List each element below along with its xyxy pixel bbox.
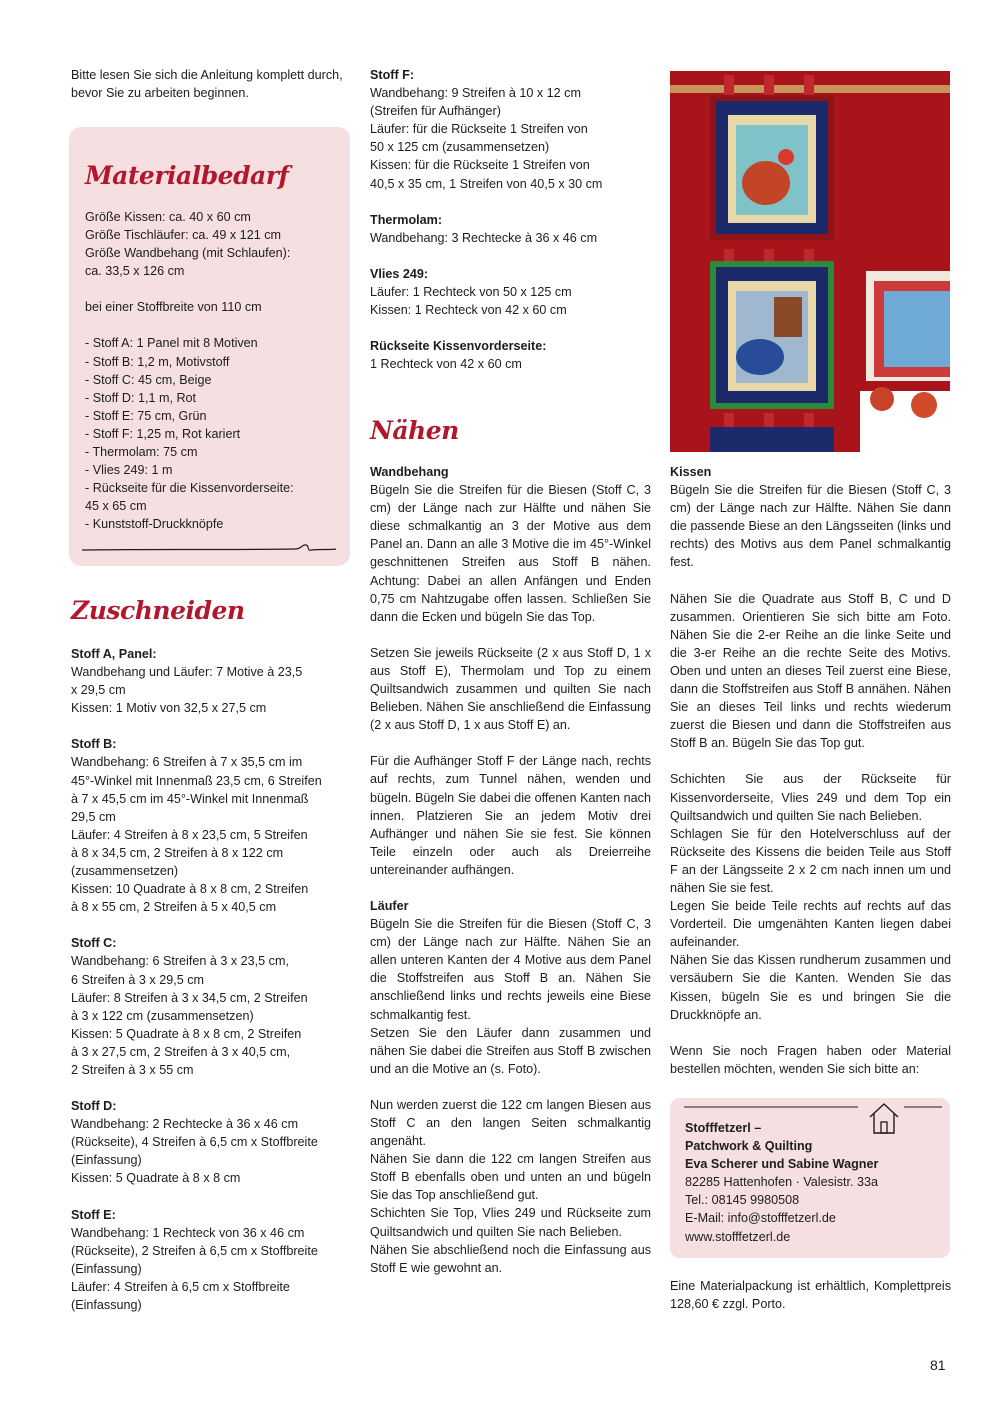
kissen-paragraph: Legen Sie beide Teile rechts auf rechts auf das Vorderteil. Die umgenähten Kanten liegen dabei aufeinander.	[670, 899, 951, 950]
contact-info	[685, 1119, 940, 1246]
section-text: Wandbehang: 3 Rechtecke à 36 x 46 cm	[370, 230, 598, 245]
package-note-text: Eine Materialpackung ist erhältlich, Komplettpreis 128,60 € zzgl. Porto.	[670, 1279, 951, 1312]
section-text: Wandbehang: 1 Rechteck von 36 x 46 cm (Rückseite), 2 Streifen à 6,5 cm x Stoffbreite (Einfassung) Läufer: 4 Streifen à 6,5 cm x Stoffbreite (Einfassung)	[71, 1225, 318, 1312]
intro-column	[71, 66, 352, 102]
contact-address: 82285 Hattenhofen · Valesistr. 33a	[685, 1175, 879, 1190]
section-heading: Stoff A, Panel:	[71, 647, 157, 661]
contact-phone: Tel.: 08145 9980508	[685, 1193, 800, 1208]
wandbehang-heading: Wandbehang	[370, 465, 449, 479]
decorative-line	[80, 542, 338, 556]
laeufer-paragraph: Bügeln Sie die Streifen für die Biesen (Stoff C, 3 cm) der Länge nach zur Hälfte. Nähen Sie an allen unteren Kanten der 4 Motive aus dem Panel die Stoffstreifen aus Stoff B an. Nähen Sie anschließend links und rechts jeweils eine Biese schmalkantig fest.	[370, 917, 651, 1022]
page-number: 81	[930, 1357, 946, 1373]
naehen-column	[370, 463, 651, 1277]
laeufer-paragraph: Nun werden zuerst die 122 cm langen Biesen aus Stoff C an den langen Seiten schmalkantig angenäht.	[370, 1097, 651, 1149]
contact-name: Patchwork & Quilting	[685, 1139, 813, 1154]
section-heading: Thermolam:	[370, 212, 443, 227]
section-heading: Rückseite Kissenvorderseite:	[370, 339, 547, 354]
material-width-note: bei einer Stoffbreite von 110 cm	[85, 300, 262, 315]
section-text: Wandbehang: 6 Streifen à 7 x 35,5 cm im 45°-Winkel mit Innenmaß 23,5 cm, 6 Streifen à 7 x 45,5 cm im 45°-Winkel mit Innenmaß 29,5 cm Läufer: 4 Streifen à 8 x 23,5 cm, 5 Streifen à 8 x 34,5 cm, 2 Streifen à 8 x 122 cm (zusammensetzen) Kissen: 10 Quadrate à 8 x 8 cm, 2 Streifen à 8 x 55 cm, 2 Streifen à 5 x 40,5 cm	[71, 755, 322, 915]
kissen-column	[670, 463, 951, 1078]
kissen-paragraph: Wenn Sie noch Fragen haben oder Material bestellen möchten, wenden Sie sich bitte an:	[670, 1043, 951, 1076]
zuschneiden-sections	[71, 645, 352, 1314]
laeufer-paragraph: Nähen Sie dann die 122 cm langen Streifen aus Stoff B ebenfalls oben und unten an und bügeln Sie das Top anschließend gut.	[370, 1152, 651, 1203]
section-text: Wandbehang und Läufer: 7 Motive à 23,5 x 29,5 cm Kissen: 1 Motiv von 32,5 x 27,5 cm	[71, 665, 303, 716]
kissen-paragraph: Schichten Sie aus der Rückseite für Kissenvorderseite, Vlies 249 und dem Top ein Quiltsandwich und quilten Sie nach Belieben.	[670, 772, 951, 823]
decorative-line	[682, 1104, 944, 1110]
section-text: 1 Rechteck von 42 x 60 cm	[370, 357, 522, 372]
laeufer-paragraph: Nähen Sie abschließend noch die Einfassung aus Stoff E wie gewohnt an.	[370, 1242, 651, 1275]
section-text: Wandbehang: 6 Streifen à 3 x 23,5 cm, 6 Streifen à 3 x 29,5 cm Läufer: 8 Streifen à 3 x 34,5 cm, 2 Streifen à 3 x 122 cm (zusammensetzen) Kissen: 5 Quadrate à 8 x 8 cm, 2 Streifen à 3 x 27,5 cm, 2 Streifen à 3 x 40,5 cm, 2 Streifen à 3 x 55 cm	[71, 954, 308, 1077]
section-heading: Stoff C:	[71, 936, 117, 951]
kissen-paragraph: Bügeln Sie die Streifen für die Biesen (Stoff C, 3 cm) der Länge nach zur Hälfte. Nähen Sie dann die passende Biese an den Längsseiten (links und rechts) des Motivs aus dem Panel schmalkantig fest.	[670, 483, 951, 570]
material-list	[85, 208, 340, 534]
section-heading: Stoff E:	[71, 1207, 116, 1222]
section-text: Läufer: 1 Rechteck von 50 x 125 cm Kissen: 1 Rechteck von 42 x 60 cm	[370, 284, 572, 318]
zuschneiden-title: Zuschneiden	[71, 596, 245, 625]
kissen-paragraph: Schlagen Sie für den Hotelverschluss auf der Rückseite des Kissens die beiden Teile aus Stoff F an der Längsseite 2 x 2 cm nach innen um und nähen Sie sie fest.	[670, 826, 951, 895]
section-text: Wandbehang: 2 Rechtecke à 36 x 46 cm (Rückseite), 4 Streifen à 6,5 cm x Stoffbreite (Einfassung) Kissen: 5 Quadrate à 8 x 8 cm	[71, 1117, 318, 1186]
material-title: Materialbedarf	[85, 161, 289, 190]
wandbehang-paragraph: Setzen Sie jeweils Rückseite (2 x aus Stoff D, 1 x aus Stoff E), Thermolam und Top zu einem Quiltsandwich zusammen und quilten Sie nach Belieben. Nähen Sie anschließend die Einfassung (2 x aus Stoff D, 1 x aus Stoff E) an.	[370, 645, 651, 733]
quilt-photo	[670, 71, 950, 452]
laeufer-heading: Läufer	[370, 898, 409, 913]
wandbehang-paragraph: Bügeln Sie die Streifen für die Biesen (Stoff C, 3 cm) der Länge nach zur Hälfte und nähen Sie diese schmalkantig an 3 der Motive aus dem Panel an. Dann an alle 3 Motive die im 45°-Winkel geschnittenen Streifen aus Stoff B nähen. Achtung: Dabei an allen Anfängen und Enden 0,75 cm Nahtzugabe offen lassen. Schließen Sie dann die Ecken und bügeln Sie das Top.	[370, 483, 651, 624]
naehen-title: Nähen	[370, 416, 459, 445]
kissen-heading: Kissen	[670, 465, 712, 479]
package-note	[670, 1277, 951, 1313]
contact-name: Stofffetzerl –	[685, 1121, 762, 1135]
kissen-paragraph: Nähen Sie das Kissen rundherum zusammen und versäubern Sie die Kanten. Wenden Sie das Kissen, bügeln Sie es und bringen Sie die Druckknöpfe an.	[670, 953, 951, 1022]
column-two-top	[370, 66, 651, 373]
section-heading: Stoff B:	[71, 737, 117, 752]
material-sizes: Größe Kissen: ca. 40 x 60 cm Größe Tischläufer: ca. 49 x 121 cm Größe Wandbehang (mit Schlaufen): ca. 33,5 x 126 cm	[85, 210, 291, 279]
section-heading: Vlies 249:	[370, 266, 429, 281]
contact-email[interactable]: E-Mail: info@stofffetzerl.de	[685, 1211, 836, 1226]
laeufer-paragraph: Schichten Sie Top, Vlies 249 und Rückseite zum Quiltsandwich und quilten Sie nach Belieben.	[370, 1206, 651, 1239]
section-heading: Stoff F:	[370, 68, 415, 82]
section-heading: Stoff D:	[71, 1099, 117, 1114]
intro-text: Bitte lesen Sie sich die Anleitung komplett durch, bevor Sie zu arbeiten beginnen.	[71, 68, 343, 101]
contact-website[interactable]: www.stofffetzerl.de	[685, 1229, 791, 1244]
laeufer-paragraph: Setzen Sie den Läufer dann zusammen und nähen Sie dabei die Streifen aus Stoff B zwischen und an die Motive an (s. Foto).	[370, 1025, 651, 1076]
material-items: - Stoff A: 1 Panel mit 8 Motiven - Stoff B: 1,2 m, Motivstoff - Stoff C: 45 cm, Beige - Stoff D: 1,1 m, Rot - Stoff E: 75 cm, Grün - Stoff F: 1,25 m, Rot kariert - Thermolam: 75 cm - Vlies 249: 1 m - Rückseite für die Kissenvorderseite: 45 x 65 cm - Kunststoff-Druckknöpfe	[85, 336, 294, 532]
wandbehang-paragraph: Für die Aufhänger Stoff F der Länge nach, rechts auf rechts, zum Tunnel nähen, wenden und bügeln. Bügeln Sie dabei die offenen Kanten nach innen. Platzieren Sie an jedem Motiv drei Aufhänger und nähen Sie sie fest. Sie können Teile einzeln oder auch als Dreierreihe untereinander aufhängen.	[370, 754, 651, 877]
section-text: Wandbehang: 9 Streifen à 10 x 12 cm (Streifen für Aufhänger) Läufer: für die Rückseite 1 Streifen von 50 x 125 cm (zusammensetzen) Kissen: für die Rückseite 1 Streifen von 40,5 x 35 cm, 1 Streifen von 40,5 x 30 cm	[370, 86, 603, 191]
contact-name: Eva Scherer und Sabine Wagner	[685, 1157, 879, 1172]
kissen-paragraph: Nähen Sie die Quadrate aus Stoff B, C und D zusammen. Orientieren Sie sich bitte am Foto. Nähen Sie die 2-er Reihe an die linke Seite und die 3-er Reihe an die rechte Seite des Motivs. Oben und unten an dieses Teil zuerst eine Biese, dann die Stoffstreifen aus Stoff B annähen. Nähen Sie an dieses Teil links und rechts wiederum zuerst die Biesen und dann die Stoffstreifen aus Stoff B an. Bügeln Sie das Top gut.	[670, 591, 951, 751]
